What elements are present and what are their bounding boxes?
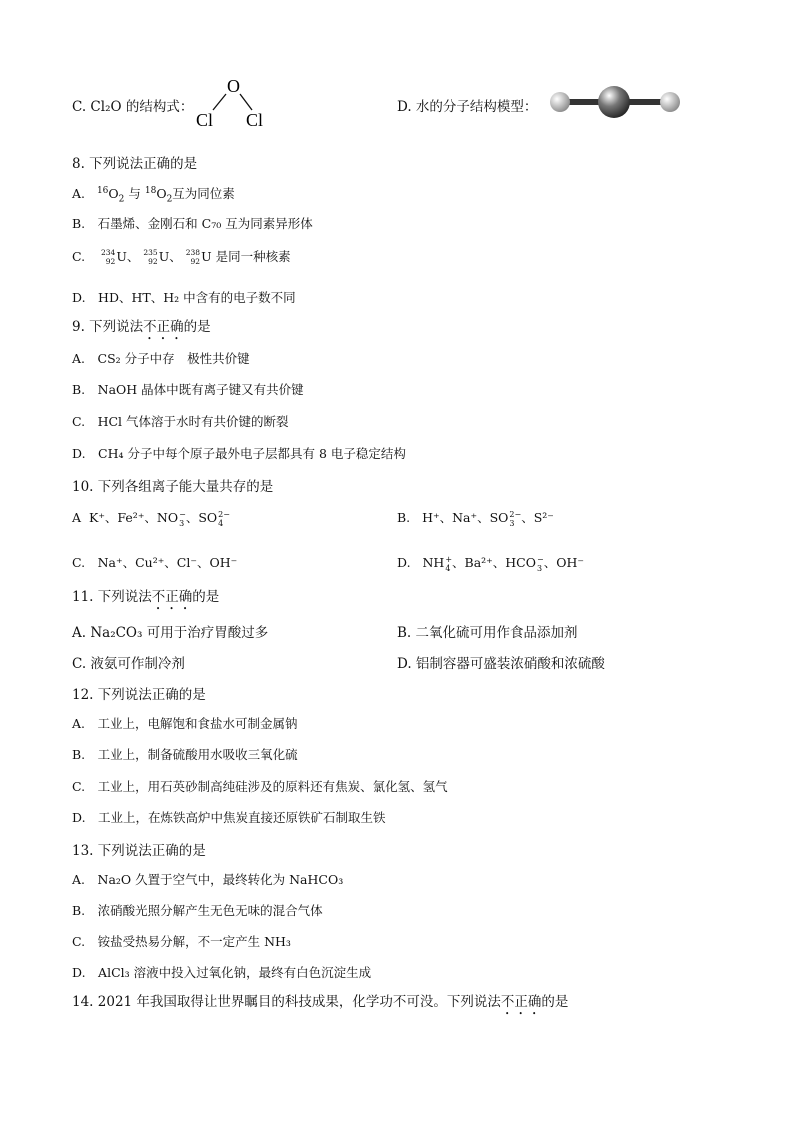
q9-option-b: B. NaOH 晶体中既有离子键又有共价键	[72, 382, 304, 397]
question-12-stem: 12. 下列说法正确的是	[72, 687, 206, 703]
q11-option-b: B. 二氧化硫可用作食品添加剂	[397, 625, 578, 641]
q10-option-a: A K⁺、Fe²⁺、NO − 3 、SO 2− 4	[72, 509, 230, 528]
q9-option-d: D. CH₄ 分子中每个原子最外电子层都具有 8 电子稳定结构	[72, 446, 406, 461]
q12-option-d: D. 工业上，在炼铁高炉中焦炭直接还原铁矿石制取生铁	[72, 810, 386, 825]
option-c-cl2o-text: C. Cl₂O 的结构式：	[72, 99, 194, 115]
q8-option-d: D. HD、HT、H₂ 中含有的电子数不同	[72, 290, 296, 305]
question-8-stem: 8. 下列说法正确的是	[72, 156, 198, 172]
question-9-stem: 9. 下列说法不正确的是	[72, 319, 211, 335]
q13-option-d: D. AlCl₃ 溶液中投入过氧化钠，最终有白色沉淀生成	[72, 965, 372, 980]
q11-option-a: A. Na₂CO₃ 可用于治疗胃酸过多	[72, 625, 269, 641]
q10-option-b: B. H⁺、Na⁺、SO 2− 3 、S²⁻	[397, 509, 554, 528]
q8-option-c: C. 234 92 U、 235 92 U、 238 92 U 是同一种核素	[72, 248, 291, 266]
q9-option-a: A. CS₂ 分子中存 极性共价键	[72, 351, 250, 366]
q12-option-b: B. 工业上，制备硫酸用水吸收三氧化硫	[72, 747, 298, 762]
q12-option-c: C. 工业上，用石英砂制高纯硅涉及的原料还有焦炭、氯化氢、氢气	[72, 779, 448, 794]
question-14-stem: 14. 2021 年我国取得让世界瞩目的科技成果，化学功不可没。下列说法不正确的是	[72, 994, 569, 1010]
q11-option-c: C. 液氨可作制冷剂	[72, 656, 185, 672]
question-13-stem: 13. 下列说法正确的是	[72, 843, 206, 859]
q13-option-b: B. 浓硝酸光照分解产生无色无味的混合气体	[72, 903, 323, 918]
cl2o-cl-left-label: Cl	[196, 110, 214, 130]
cl2o-cl-right-label: Cl	[246, 110, 264, 130]
q10-option-c: C. Na⁺、Cu²⁺、Cl⁻、OH⁻	[72, 555, 238, 570]
q12-option-a: A. 工业上，电解饱和食盐水可制金属钠	[72, 716, 298, 731]
q13-option-c: C. 铵盐受热易分解，不一定产生 NH₃	[72, 934, 291, 949]
q8-option-a: A. $^{16}O_2$ 与 $^{18}O_2$互为同位素	[72, 185, 235, 205]
q13-option-a: A. Na₂O 久置于空气中，最终转化为 NaHCO₃	[72, 872, 344, 887]
option-d-water-text: D. 水的分子结构模型：	[397, 99, 538, 115]
question-11-stem: 11. 下列说法不正确的是	[72, 589, 220, 605]
q9-option-c: C. HCl 气体溶于水时有共价键的断裂	[72, 414, 289, 429]
q11-option-d: D. 铝制容器可盛装浓硝酸和浓硫酸	[397, 656, 605, 672]
cl2o-structure-diagram	[190, 74, 280, 134]
cl2o-o-label: O	[227, 76, 240, 96]
question-10-stem: 10. 下列各组离子能大量共存的是	[72, 479, 274, 495]
q8-option-b: B. 石墨烯、金刚石和 C₇₀ 互为同素异形体	[72, 216, 313, 231]
q10-option-d: D. NH + 4 、Ba²⁺、HCO − 3 、OH⁻	[397, 554, 584, 573]
water-model-diagram	[540, 84, 690, 120]
